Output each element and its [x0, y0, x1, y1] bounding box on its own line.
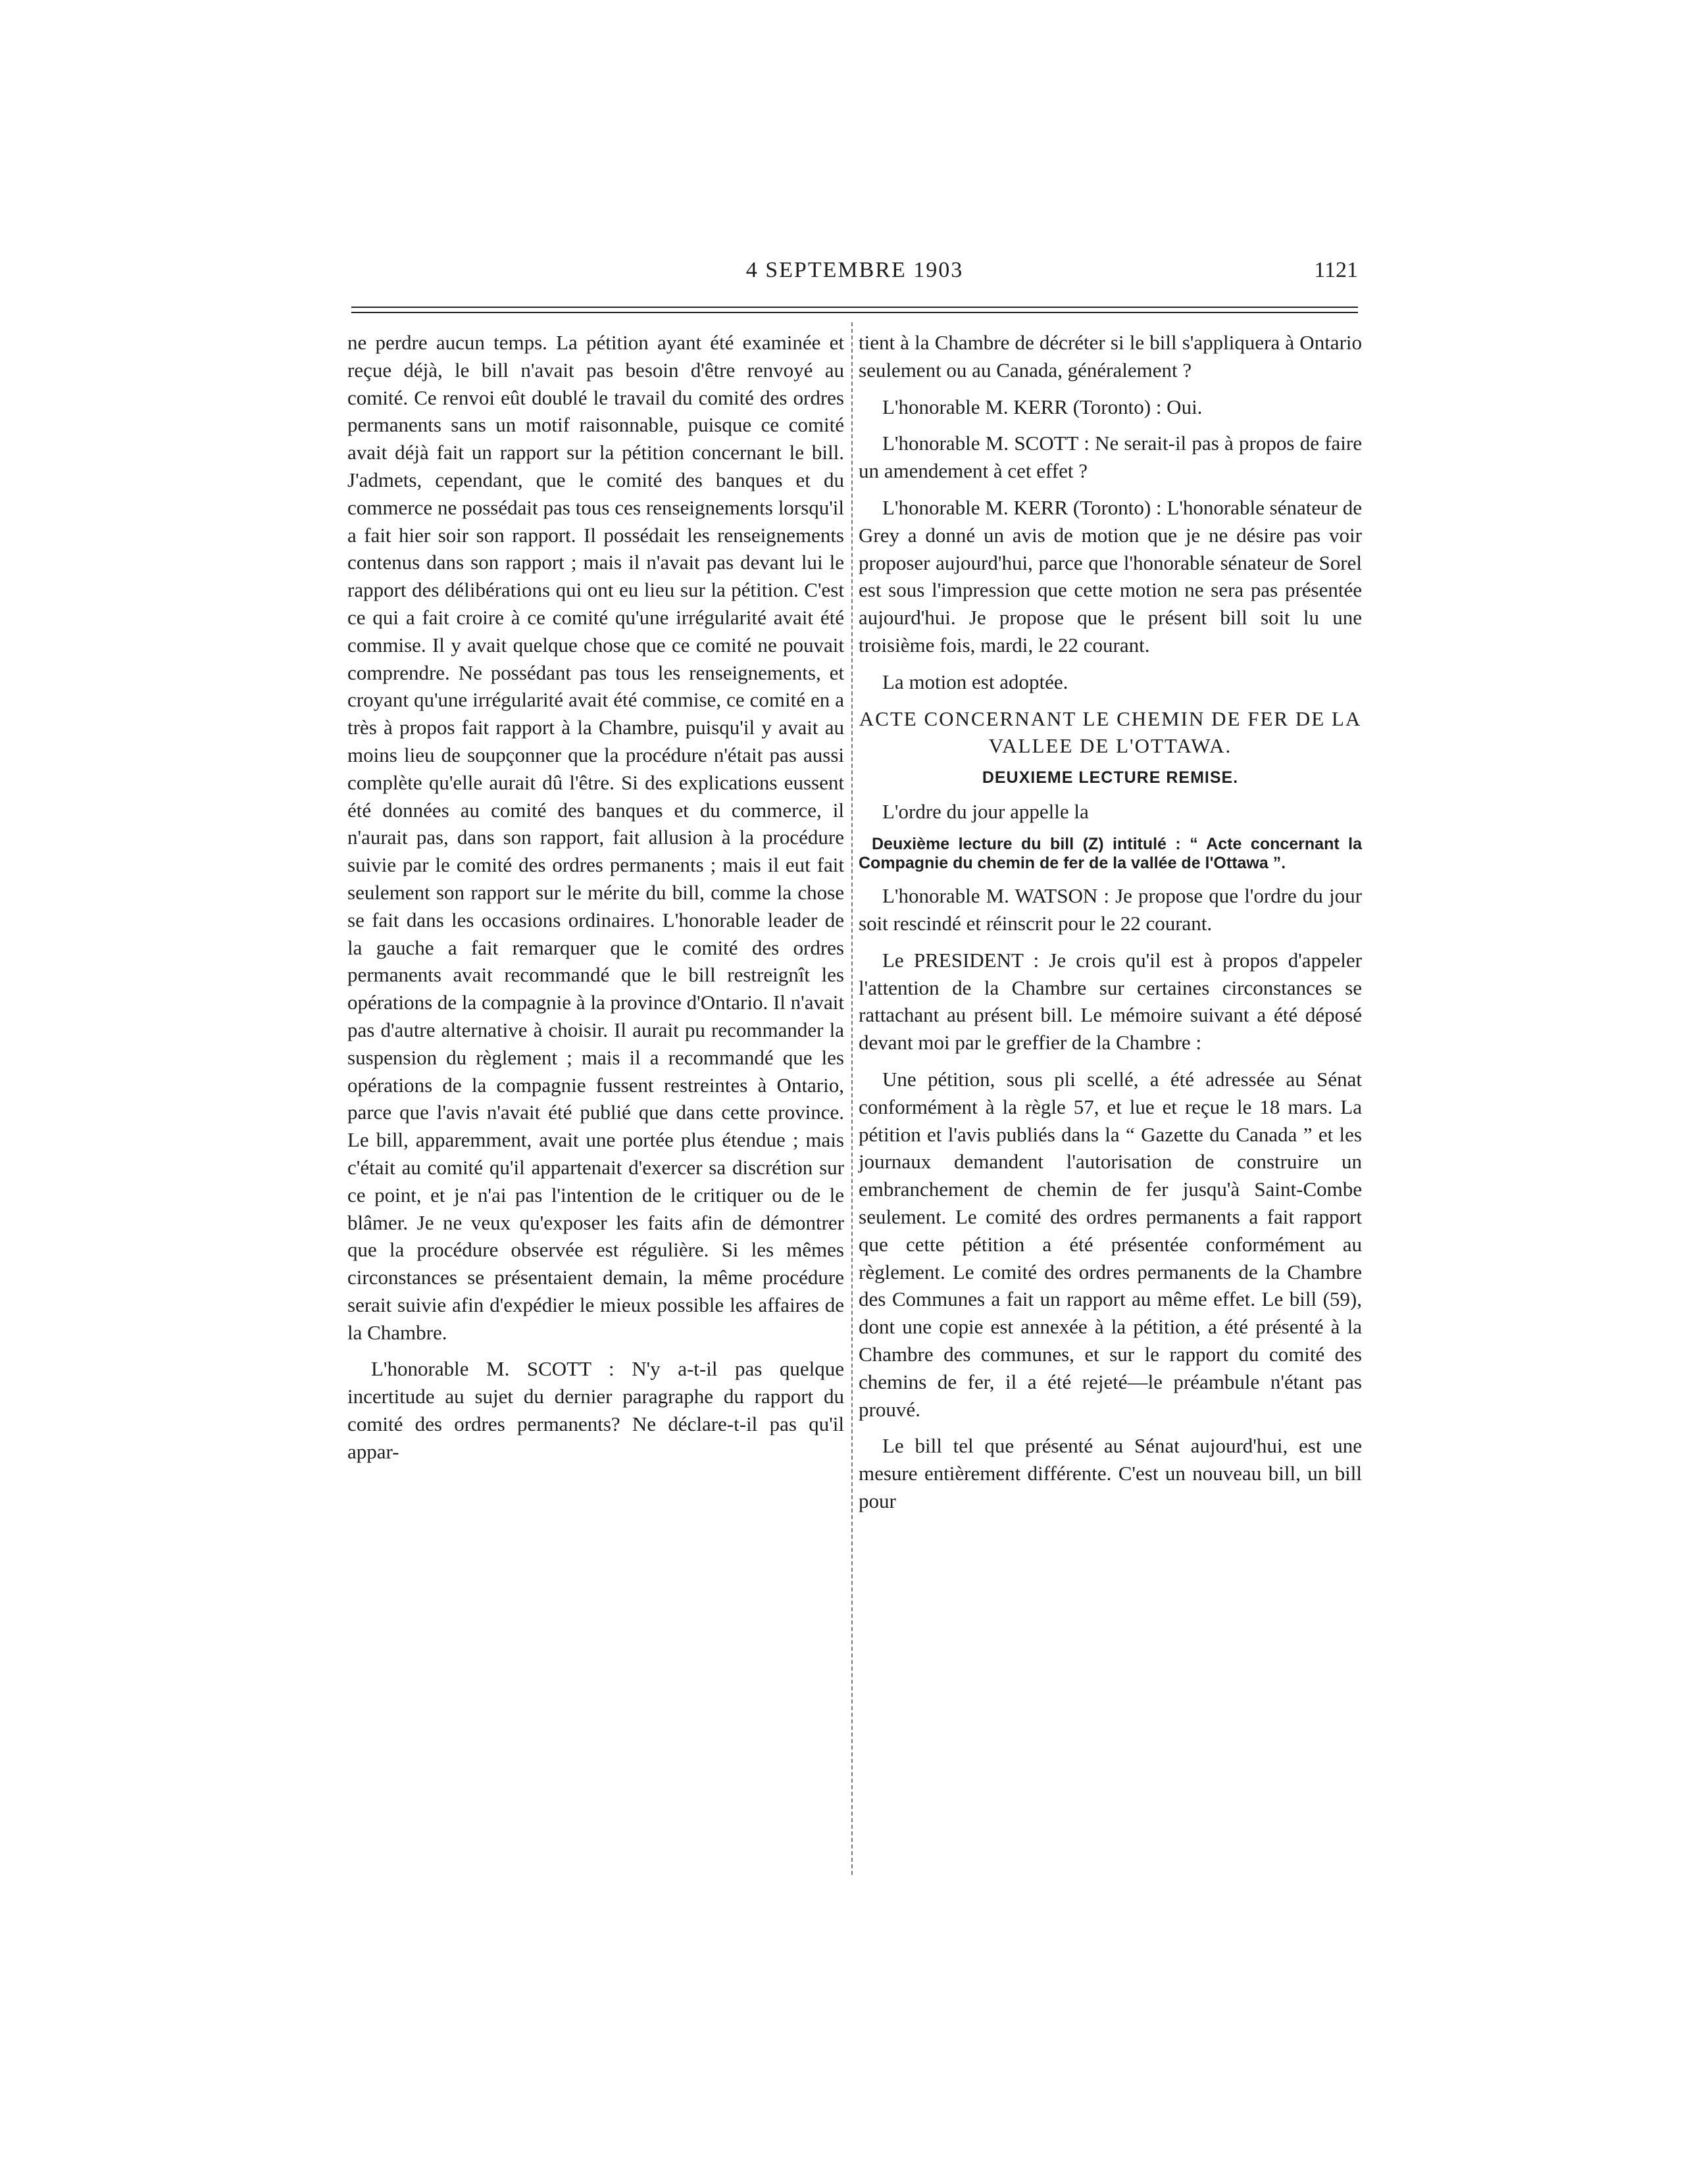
paragraph: L'ordre du jour appelle la [882, 800, 1089, 824]
order-of-day-item: Deuxième lecture du bill (Z) intitulé : “ Acte concernant la Compagnie du chemin de fer de la vallée de l'Ottawa ”. [859, 835, 1362, 873]
running-header [351, 258, 1358, 297]
paragraph: Une pétition, sous pli scellé, a été adressée au Sénat conformément à la règle 57, et lue et reçue le 18 mars. La pétition et l'avis publiés dans la “ Gazette du Canada ” et les journaux demandent l'autorisation de construire un embranchement de chemin de fer jusqu'à Saint-Combe seulement. Le comité des ordres permanents a fait rapport que cette pétition a été présentée conformément au règlement. Le comité des ordres permanents de la Chambre des Communes a fait un rapport au même effet. Le bill (59), dont une copie est annexée à la pétition, a été présenté à la Chambre des communes, et sur le rapport du comité des chemins de fer, il a été rejeté—le préambule n'étant pas prouvé. [859, 1067, 1362, 1421]
paragraph: L'honorable M. SCOTT : N'y a-t-il pas quelque incertitude au sujet du dernier paragraphe du rapport du comité des ordres permanents? Ne déclare-t-il pas qu'il appar- [347, 1357, 844, 1463]
paragraph: L'honorable M. SCOTT : Ne serait-il pas à propos de faire un amendement à cet effet ? [859, 432, 1362, 483]
paragraph: ne perdre aucun temps. La pétition ayant été examinée et reçue déjà, le bill n'avait pas besoin d'être renvoyé au comité. Ce renvoi eût doublé le travail du comité des ordres permanents sans un motif raisonnable, puisque ce comité avait déjà fait un rapport sur la pétition concernant le bill. J'admets, cependant, que le comité des banques et du commerce ne possédait pas tous ces renseignements lorsqu'il a fait hier soir son rapport. Il possédait les renseignements contenus dans son rapport ; mais il n'avait pas devant lui le rapport des délibérations qui ont eu lieu sur la pétition. C'est ce qui a fait croire à ce comité qu'une irrégularité avait été commise. Il y avait quelque chose que ce comité ne pouvait comprendre. Ne possédant pas tous les renseignements, et croyant qu'une irrégularité avait été commise, ce comité en a très à propos fait rapport à la Chambre, puisqu'il y avait au moins lieu de soupçonner que la procédure n'était pas aussi complète qu'elle aurait dû l'être. Si des explications eussent été données au comité des banques et du commerce, il n'aurait pas, dans son rapport, fait allusion à la procédure suivie par le comité des ordres permanents ; mais il eut fait seulement son rapport sur le mérite du bill, comme la chose se fait dans les occasions ordinaires. L'honorable leader de la gauche a fait remarquer que le comité des ordres permanents avait recommandé que le bill restreignît les opérations de la compagnie à la province d'Ontario. Il n'avait pas d'autre alternative à choisir. Il aurait pu recommander la suspension du règlement ; mais il a recommandé que les opérations de la compagnie fussent restreintes à Ontario, parce que l'avis n'avait été publié que dans cette province. Le bill, apparemment, avait une portée plus étendue ; mais c'était au comité qu'il appartenait d'exercer sa discrétion sur ce point, et je n'ai pas l'intention de le critiquer ou de le blâmer. Je ne veux qu'exposer les faits afin de démontrer que la procédure observée est régulière. Si les mêmes circonstances se présentaient demain, la même procédure serait suivie afin d'expédier le mieux possible les affaires de la Chambre. [347, 331, 844, 1344]
paragraph: Le bill tel que présenté au Sénat aujourd'hui, est une mesure entièrement différente. C'est un nouveau bill, un bill pour [859, 1434, 1362, 1512]
right-column [859, 329, 1362, 1524]
section-subheading: DEUXIEME LECTURE REMISE. [982, 768, 1239, 787]
section-heading: ACTE CONCERNANT LE CHEMIN DE FER DE LA VALLEE DE L'OTTAWA. [859, 707, 1362, 757]
paragraph: La motion est adoptée. [882, 670, 1068, 693]
paragraph: Le PRESIDENT : Je crois qu'il est à propos d'appeler l'attention de la Chambre sur certaines circonstances se rattachant au présent bill. Le mémoire suivant a été déposé devant moi par le greffier de la Chambre : [859, 948, 1362, 1055]
paragraph: L'honorable M. KERR (Toronto) : L'honorable sénateur de Grey a donné un avis de motion que je ne désire pas voir proposer aujourd'hui, parce que l'honorable sénateur de Sorel est sous l'impression que cette motion ne sera pas présentée aujourd'hui. Je propose que le présent bill soit lu une troisième fois, mardi, le 22 courant. [859, 495, 1362, 657]
paragraph: tient à la Chambre de décréter si le bill s'appliquera à Ontario seulement ou au Canada, généralement ? [859, 331, 1362, 382]
paragraph: L'honorable M. WATSON : Je propose que l'ordre du jour soit rescindé et réinscrit pour le 22 courant. [859, 884, 1362, 935]
left-column [347, 329, 844, 1475]
header-rule [351, 307, 1358, 313]
header-date: 4 SEPTEMBRE 1903 [745, 258, 964, 282]
column-divider [851, 322, 853, 1875]
paragraph: L'honorable M. KERR (Toronto) : Oui. [882, 395, 1203, 418]
page-number: 1121 [1314, 258, 1358, 282]
